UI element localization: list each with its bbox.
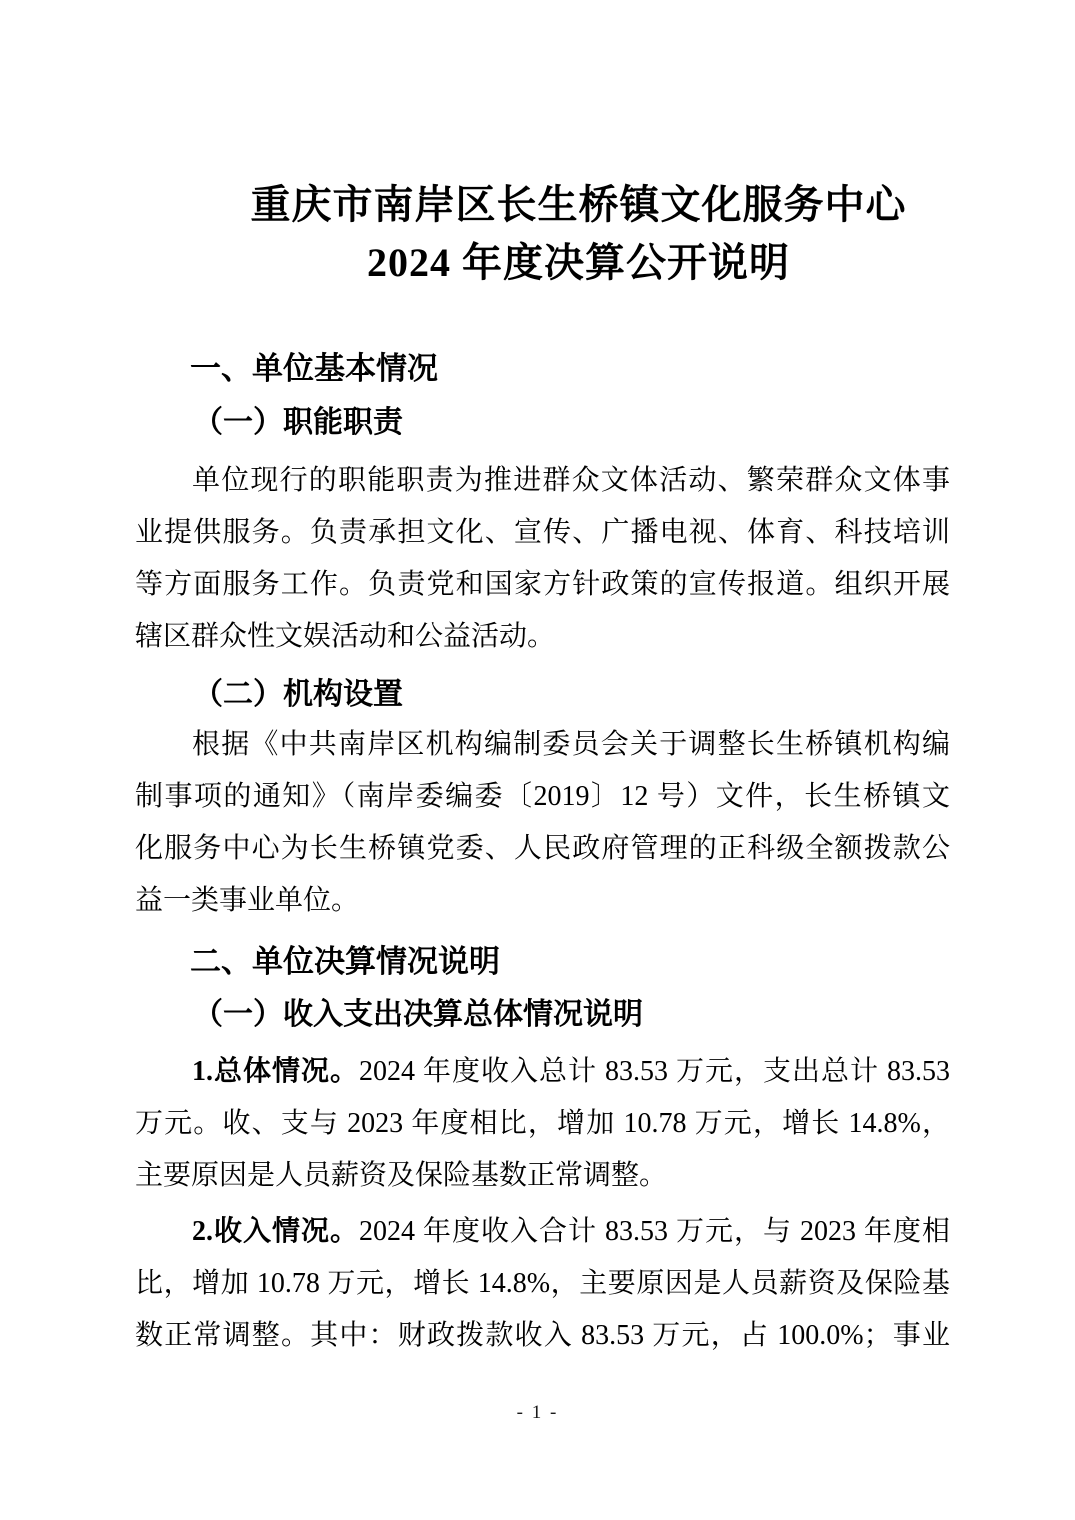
document-title-line-1: 重庆市南岸区长生桥镇文化服务中心 bbox=[250, 182, 907, 227]
text-run: 2024 年度收入合计 83.53 万元，与 2023 年度相 bbox=[359, 1216, 950, 1247]
paragraph-line bbox=[135, 559, 950, 611]
text-run: 2024 年度收入总计 83.53 万元，支出总计 83.53 bbox=[359, 1056, 950, 1087]
paragraph-line bbox=[135, 1098, 950, 1150]
paragraph-line bbox=[135, 771, 950, 823]
subsection-heading: （一）收入支出决算总体情况说明 bbox=[193, 998, 643, 1031]
bold-run: 2.收入情况。 bbox=[192, 1216, 359, 1247]
text-run: 万元。收、支与 2023 年度相比，增加 10.78 万元，增长 14.8%， bbox=[135, 1108, 950, 1139]
text-run: 根据《中共南岸区机构编制委员会关于调整长生桥镇机构编 bbox=[192, 729, 950, 760]
document-title-line-2: 2024 年度决算公开说明 bbox=[367, 240, 790, 285]
text-run: 业提供服务。负责承担文化、宣传、广播电视、体育、科技培训 bbox=[135, 517, 950, 548]
paragraph-line bbox=[135, 1046, 950, 1098]
paragraph-line bbox=[135, 875, 950, 927]
text-run: 单位现行的职能职责为推进群众文体活动、繁荣群众文体事 bbox=[192, 465, 950, 496]
paragraph bbox=[135, 455, 950, 663]
text-run: 数正常调整。其中：财政拨款收入 83.53 万元，占 100.0%；事业 bbox=[135, 1320, 950, 1351]
paragraph-line bbox=[135, 455, 950, 507]
text-run: 主要原因是人员薪资及保险基数正常调整。 bbox=[135, 1160, 668, 1191]
paragraph-line bbox=[135, 1258, 950, 1310]
section-heading: 二、单位决算情况说明 bbox=[190, 944, 500, 979]
paragraph-line bbox=[135, 823, 950, 875]
paragraph-line bbox=[135, 1150, 950, 1202]
text-run: 比，增加 10.78 万元，增长 14.8%，主要原因是人员薪资及保险基 bbox=[135, 1268, 950, 1299]
document-title bbox=[135, 176, 950, 292]
subsection-heading: （二）机构设置 bbox=[193, 678, 403, 711]
section-heading: 一、单位基本情况 bbox=[190, 351, 438, 386]
page-number: - 1 - bbox=[516, 1402, 559, 1423]
text-run: 辖区群众性文娱活动和公益活动。 bbox=[135, 621, 556, 652]
paragraph-line bbox=[135, 611, 950, 663]
paragraph bbox=[135, 1206, 950, 1362]
bold-run: 1.总体情况。 bbox=[192, 1056, 359, 1087]
text-run: 益一类事业单位。 bbox=[135, 885, 360, 916]
paragraph-line bbox=[135, 1206, 950, 1258]
text-run: 等方面服务工作。负责党和国家方针政策的宣传报道。组织开展 bbox=[135, 569, 950, 600]
paragraph bbox=[135, 719, 950, 927]
paragraph-line bbox=[135, 1310, 950, 1362]
paragraph bbox=[135, 1046, 950, 1202]
text-run: 制事项的通知》（南岸委编委〔2019〕12 号）文件，长生桥镇文 bbox=[135, 781, 950, 812]
paragraph-line bbox=[135, 719, 950, 771]
paragraph-line bbox=[135, 507, 950, 559]
subsection-heading: （一）职能职责 bbox=[193, 406, 403, 439]
text-run: 化服务中心为长生桥镇党委、人民政府管理的正科级全额拨款公 bbox=[135, 833, 950, 864]
